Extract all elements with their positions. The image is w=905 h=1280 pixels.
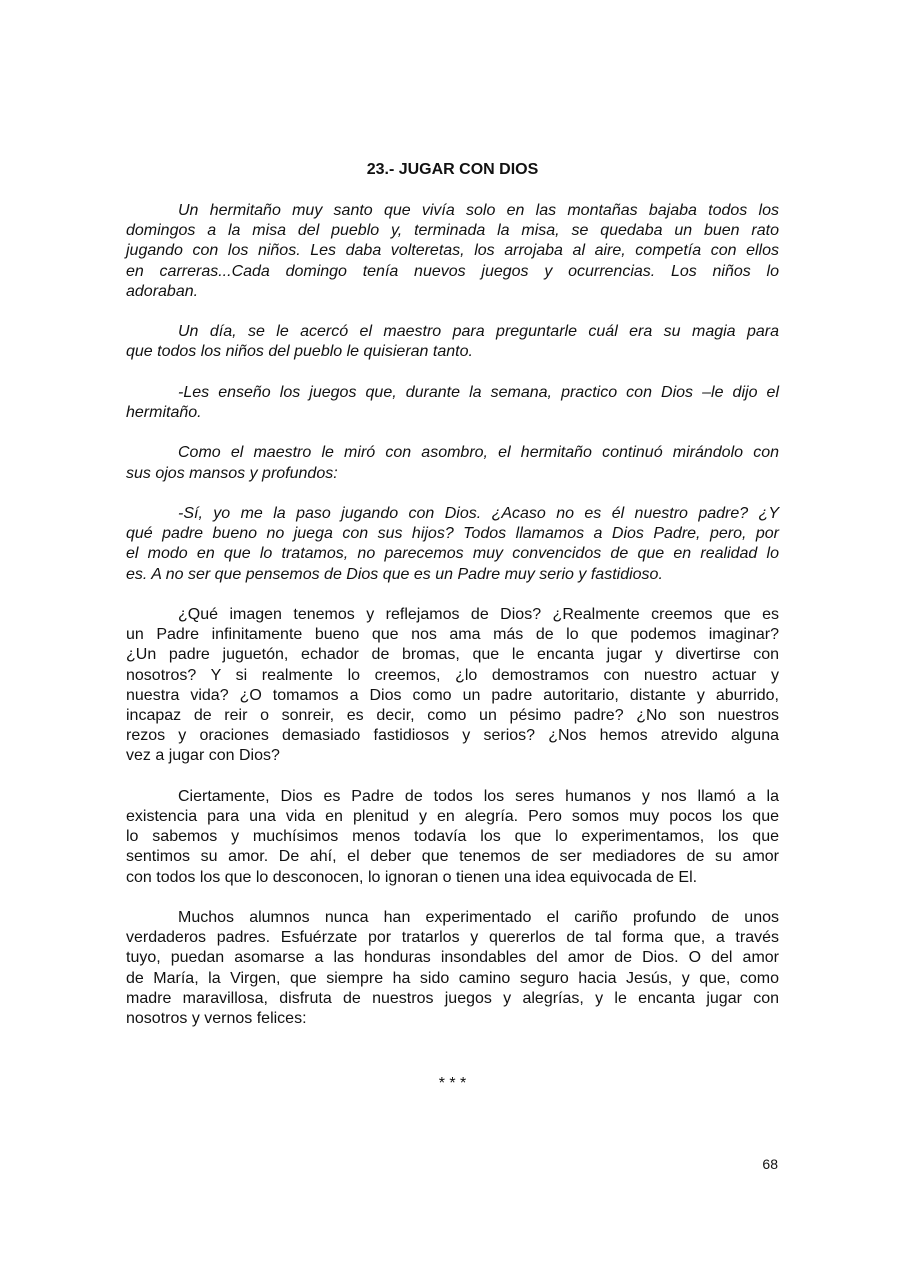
text-line: rezos y oraciones demasiado fastidiosos y serios? ¿Nos hemos atrevido alguna [126,727,779,745]
paragraph [126,201,779,302]
text-line: madre maravillosa, disfruta de nuestros juegos y alegrías, y le encanta jugar con [126,989,779,1007]
paragraph [126,504,779,585]
text-line: en carreras...Cada domingo tenía nuevos juegos y ocurrencias. Los niños lo [126,262,779,280]
paragraph [126,787,779,888]
text-line: sus ojos mansos y profundos: [126,464,338,482]
text-line: lo sabemos y muchísimos menos todavía los que lo experimentamos, los que [126,828,779,846]
text-line: que todos los niños del pueblo le quisieran tanto. [126,343,473,361]
text-line: jugando con los niños. Les daba volteretas, los arrojaba al aire, competía con ellos [126,242,779,260]
text-line: un Padre infinitamente bueno que nos ama más de lo que podemos imaginar? [126,626,779,644]
text-line: vez a jugar con Dios? [126,747,280,765]
text-line: adoraban. [126,282,199,300]
text-line: existencia para una vida en plenitud y en alegría. Pero somos muy pocos los que [126,808,779,825]
text-line: -Sí, yo me la paso jugando con Dios. ¿Acaso no es él nuestro padre? ¿Y [178,504,779,522]
section-separator: * * * [438,1075,467,1092]
text-line: sentimos su amor. De ahí, el deber que tenemos de ser mediadores de su amor [126,848,779,866]
text-line: incapaz de reir o sonreir, es decir, como un pésimo padre? ¿No son nuestros [126,707,779,724]
text-line: nosotros? Y si realmente lo creemos, ¿lo demostramos con nuestro actuar y [126,666,779,684]
paragraph [126,443,779,483]
text-line: qué padre bueno no juega con sus hijos? Todos llamamos a Dios Padre, pero, por [126,525,779,543]
text-line: es. A no ser que pensemos de Dios que es un Padre muy serio y fastidioso. [126,565,663,583]
text-line: el modo en que lo tratamos, no parecemos muy convencidos de que en realidad lo [126,545,779,563]
text-line: de María, la Virgen, que siempre ha sido camino seguro hacia Jesús, y que, como [126,969,779,987]
text-line: nuestra vida? ¿O tomamos a Dios como un padre autoritario, distante y aburrido, [126,686,779,704]
text-line: -Les enseño los juegos que, durante la semana, practico con Dios –le dijo el [178,383,779,401]
paragraph [126,605,779,767]
text-line: Un día, se le acercó el maestro para preguntarle cuál era su magia para [178,323,779,341]
text-line: Como el maestro le miró con asombro, el hermitaño continuó mirándolo con [178,444,779,462]
text-line: nosotros y vernos felices: [126,1010,307,1028]
text-line: Ciertamente, Dios es Padre de todos los seres humanos y nos llamó a la [178,787,779,805]
text-line: domingos a la misa del pueblo y, terminada la misa, se quedaba un buen rato [126,222,779,240]
paragraph [126,322,779,362]
text-line: tuyo, puedan asomarse a las honduras insondables del amor de Dios. O del amor [126,949,779,967]
text-line: verdaderos padres. Esfuérzate por tratarlos y quererlos de tal forma que, a través [126,929,779,947]
text-line: con todos los que lo desconocen, lo ignoran o tienen una idea equivocada de El. [126,868,698,886]
text-line: Un hermitaño muy santo que vivía solo en las montañas bajaba todos los [178,202,779,219]
document-body [126,201,779,1049]
paragraph [126,383,779,423]
text-line: ¿Un padre juguetón, echador de bromas, que le encanta jugar y divertirse con [126,646,779,664]
paragraph [126,908,779,1029]
text-line: Muchos alumnos nunca han experimentado el cariño profundo de unos [178,909,779,926]
chapter-title: 23.- JUGAR CON DIOS [366,161,539,178]
text-line: hermitaño. [126,404,202,421]
text-line: ¿Qué imagen tenemos y reflejamos de Dios? ¿Realmente creemos que es [178,605,779,623]
page-number: 68 [762,1156,778,1172]
